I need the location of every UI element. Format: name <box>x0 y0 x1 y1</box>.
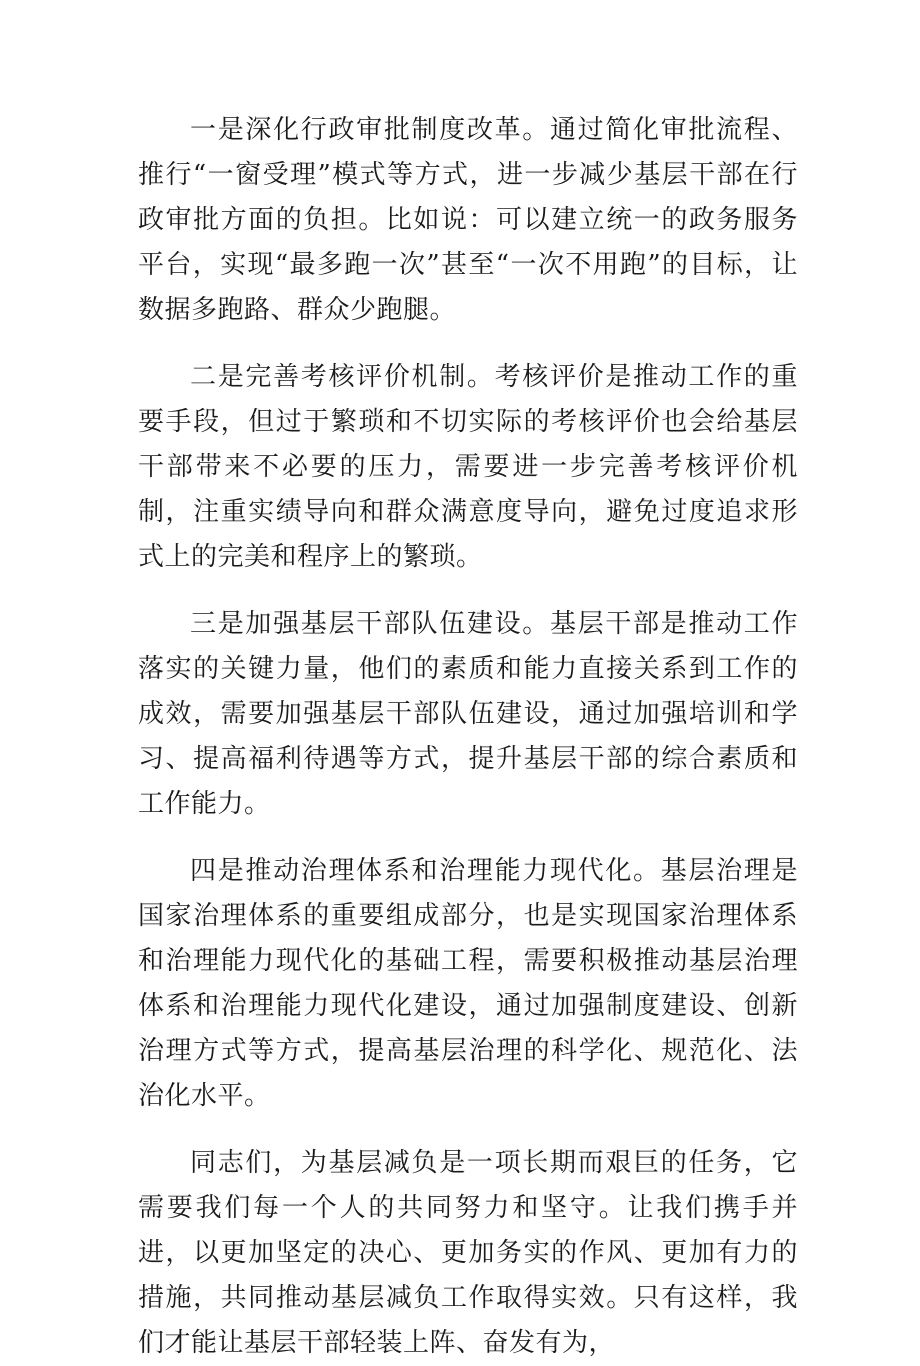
paragraph-closing-remarks: 同志们，为基层减负是一项长期而艰巨的任务，它需要我们每一个人的共同努力和坚守。让我们携手并进，以更加坚定的决心、更加务实的作风、更加有力的措施，共同推动基层减负工作取得实效。只有这样，我们才能让基层干部轻装上阵、奋发有为， <box>138 1148 798 1358</box>
paragraph-administrative-reform: 一是深化行政审批制度改革。通过简化审批流程、推行“一窗受理”模式等方式，进一步减少基层干部在行政审批方面的负担。比如说：可以建立统一的政务服务平台，实现“最多跑一次”甚至“一次不用跑”的目标，让数据多跑路、群众少跑腿。 <box>138 115 798 325</box>
document-body <box>138 108 798 1366</box>
paragraph-governance-modernization: 四是推动治理体系和治理能力现代化。基层治理是国家治理体系的重要组成部分，也是实现国家治理体系和治理能力现代化的基础工程，需要积极推动基层治理体系和治理能力现代化建设，通过加强制度建设、创新治理方式等方式，提高基层治理的科学化、规范化、法治化水平。 <box>138 856 798 1111</box>
paragraph-evaluation-mechanism: 二是完善考核评价机制。考核评价是推动工作的重要手段，但过于繁琐和不切实际的考核评价也会给基层干部带来不必要的压力，需要进一步完善考核评价机制，注重实绩导向和群众满意度导向，避免过度追求形式上的完美和程序上的繁琐。 <box>138 362 798 572</box>
paragraph-cadre-team-building: 三是加强基层干部队伍建设。基层干部是推动工作落实的关键力量，他们的素质和能力直接关系到工作的成效，需要加强基层干部队伍建设，通过加强培训和学习、提高福利待遇等方式，提升基层干部的综合素质和工作能力。 <box>138 609 798 819</box>
